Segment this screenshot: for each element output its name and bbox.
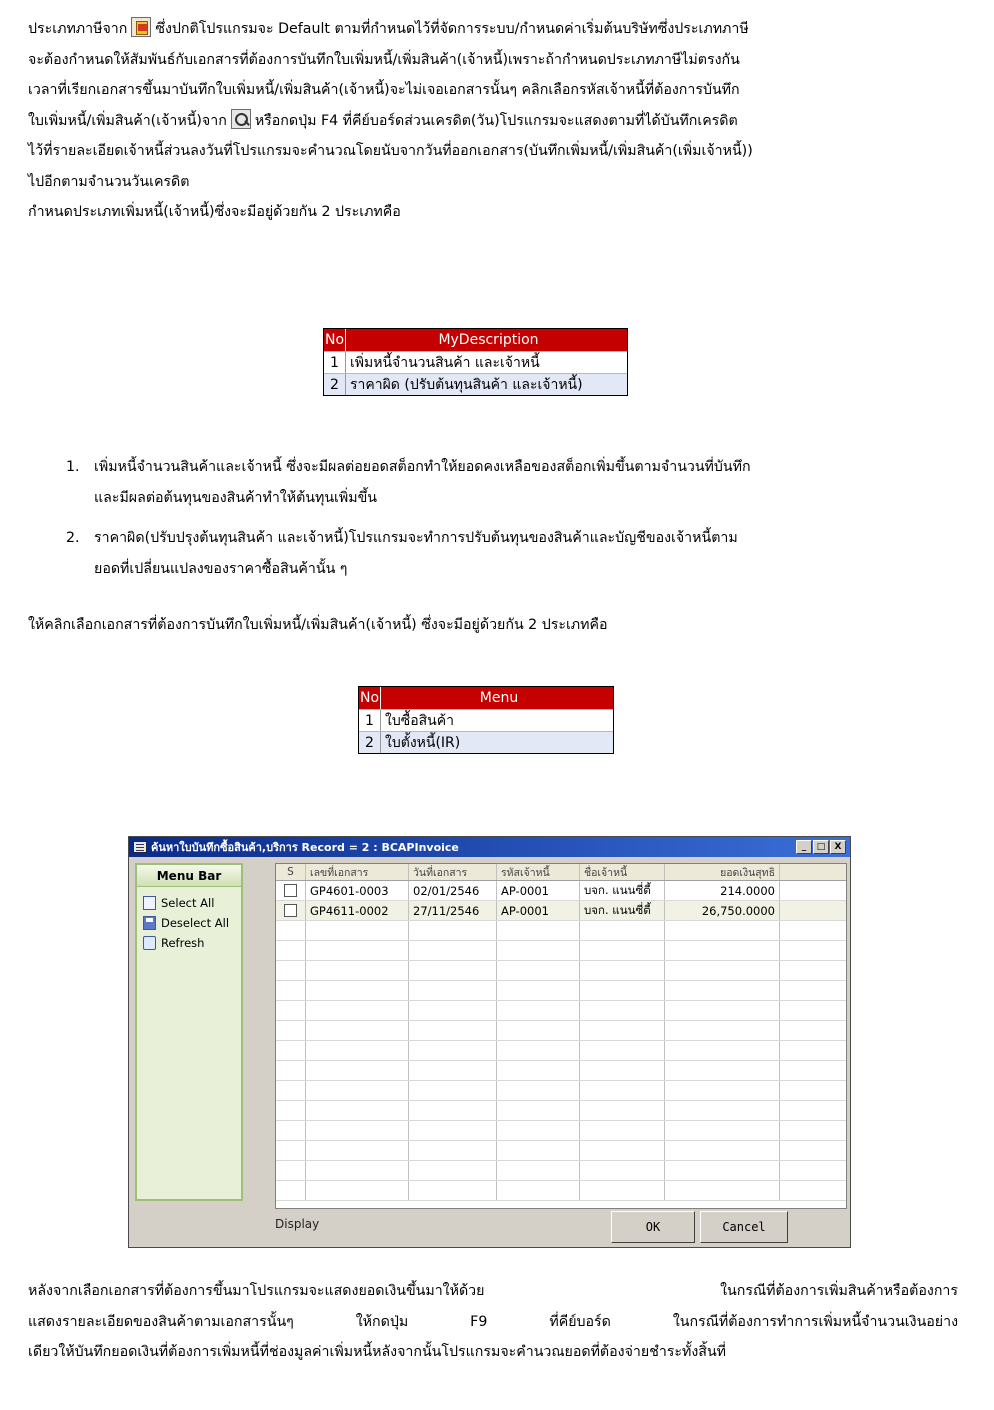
- col-no: No: [324, 329, 346, 351]
- status-text: Display: [275, 1217, 320, 1231]
- outro-paragraph: หลังจากเลือกเอกสารที่ต้องการขึ้นมาโปรแกรมจะแสดงยอดเงินขึ้นมาให้ด้วย ในกรณีที่ต้องการเพิ่มสินค้าหรือต้องการ แสดงรายละเอียดของสินค้าตามเอกสารนั้นๆ ให้กดปุ่ม F9 ที่คีย์บอร์ด ในกรณีที่ต้องการทำการเพิ่มหนี้จำนวนเงินอย่าง เดียวให้บันทึกยอดเงินที่ต้องการเพิ่มหนี้ที่ช่องมูลค่าเพิ่มหนี้หลังจากนั้นโปรแกรมจะคำนวณยอดที่ต้องจ่ายชำระทั้งสิ้นที่: [28, 1283, 958, 1360]
- empty-table-row: [276, 1141, 846, 1161]
- col-select[interactable]: S: [276, 864, 306, 880]
- cancel-button[interactable]: Cancel: [700, 1211, 788, 1243]
- window-title: ค้นหาใบบันทึกซื้อสินค้า,บริการ Record = 2 : BCAPInvoice: [151, 841, 459, 854]
- intro-line-2: จะต้องกำหนดให้สัมพันธ์กับเอกสารที่ต้องการบันทึกใบเพิ่มหนี้/เพิ่มสินค้า(เจ้าหนี้)เพราะถ้ากำหนดประเภทภาษีไม่ตรงกัน: [28, 51, 740, 68]
- table-row[interactable]: GP4601-0003 02/01/2546 AP-0001 บจก. แนนซี่ตี้ 214.0000: [276, 881, 846, 901]
- grid-header: [276, 864, 846, 881]
- col-description: MyDescription: [438, 332, 539, 348]
- col-doc-date[interactable]: วันที่เอกสาร: [409, 864, 497, 880]
- col-doc-no[interactable]: เลขที่เอกสาร: [306, 864, 409, 880]
- list-item: 2. ราคาผิด(ปรับปรุงต้นทุนสินค้า และเจ้าหนี้)โปรแกรมจะทำการปรับต้นทุนของสินค้าและบัญชีของเจ้าหนี้ตาม ยอดที่เปลี่ยนแปลงของราคาซื้อสินค้านั้น ๆ: [66, 530, 738, 577]
- empty-table-row: [276, 941, 846, 961]
- document-menu-table-header: [359, 687, 613, 709]
- select-doc-paragraph: ให้คลิกเลือกเอกสารที่ต้องการบันทึกใบเพิ่มหนี้/เพิ่มสินค้า(เจ้าหนี้) ซึ่งจะมีอยู่ด้วยกัน 2 ประเภทคือ: [28, 617, 608, 633]
- debit-type-row[interactable]: 2 ราคาผิด (ปรับต้นทุนสินค้า และเจ้าหนี้): [324, 373, 627, 395]
- empty-table-row: [276, 1181, 846, 1201]
- empty-table-row: [276, 1041, 846, 1061]
- invoice-search-window: [128, 836, 851, 1248]
- row-checkbox[interactable]: [284, 904, 297, 917]
- invoice-grid: [275, 863, 847, 1209]
- empty-table-row: [276, 1121, 846, 1141]
- close-button[interactable]: X: [830, 840, 846, 854]
- list-item: 1. เพิ่มหนี้จำนวนสินค้าและเจ้าหนี้ ซึ่งจะมีผลต่อยอดสต็อกทำให้ยอดคงเหลือของสต็อกเพิ่มขึ้นตามจำนวนที่บันทึก และมีผลต่อต้นทุนของสินค้าทำให้ต้นทุนเพิ่มขึ้น: [66, 459, 751, 506]
- intro-paragraph: [28, 14, 958, 228]
- table-row[interactable]: GP4611-0002 27/11/2546 AP-0001 บจก. แนนซี่ตี้ 26,750.0000: [276, 901, 846, 921]
- empty-table-row: [276, 921, 846, 941]
- intro-line-4: ใบเพิ่มหนี้/เพิ่มสินค้า(เจ้าหนี้)จาก หรือกดปุ่ม F4 ที่คีย์บอร์ดส่วนเครดิต(วัน)โปรแกรมจะแสดงตามที่ได้บันทึกเครดิต: [28, 106, 958, 137]
- minimize-button[interactable]: _: [796, 840, 812, 854]
- col-menu: Menu: [479, 690, 519, 706]
- empty-table-row: [276, 1001, 846, 1021]
- tax-type-icon: [131, 17, 151, 37]
- window-controls: [796, 840, 846, 854]
- search-icon: [231, 109, 251, 129]
- debit-type-table: [323, 328, 628, 396]
- empty-table-row: [276, 961, 846, 981]
- intro-line-6: ไปอีกตามจำนวนวันเครดิต: [28, 173, 190, 190]
- debit-type-row[interactable]: 1 เพิ่มหนี้จำนวนสินค้า และเจ้าหนี้: [324, 351, 627, 373]
- save-icon: [143, 916, 156, 930]
- maximize-button[interactable]: □: [813, 840, 829, 854]
- empty-table-row: [276, 1061, 846, 1081]
- window-titlebar[interactable]: [129, 837, 850, 857]
- col-no: No: [359, 687, 381, 709]
- deselect-all-button[interactable]: Deselect All: [137, 913, 241, 933]
- ok-button[interactable]: OK: [611, 1211, 695, 1243]
- menu-bar-panel: [135, 863, 243, 1201]
- document-icon: [143, 896, 156, 910]
- empty-table-row: [276, 981, 846, 1001]
- refresh-button[interactable]: Refresh: [137, 933, 241, 953]
- menu-bar-title: Menu Bar: [137, 865, 241, 887]
- document-menu-table: [358, 686, 614, 754]
- empty-table-row: [276, 1081, 846, 1101]
- window-grid-icon: [133, 841, 147, 853]
- empty-table-row: [276, 1101, 846, 1121]
- col-net-amount[interactable]: ยอดเงินสุทธิ: [665, 864, 780, 880]
- debit-type-table-header: [324, 329, 627, 351]
- empty-table-row: [276, 1021, 846, 1041]
- intro-line-7: กำหนดประเภทเพิ่มหนี้(เจ้าหนี้)ซึ่งจะมีอยู่ด้วยกัน 2 ประเภทคือ: [28, 204, 401, 220]
- select-all-button[interactable]: Select All: [137, 893, 241, 913]
- empty-rows: [276, 921, 846, 1201]
- col-creditor-name[interactable]: ชื่อเจ้าหนี้: [580, 864, 665, 880]
- row-checkbox[interactable]: [284, 884, 297, 897]
- intro-line-1: ประเภทภาษีจาก ซึ่งปกติโปรแกรมจะ Default ตามที่กำหนดไว้ที่จัดการระบบ/กำหนดค่าเริ่มต้นบริษัทซึ่งประเภทภาษี: [28, 14, 958, 45]
- debit-type-explanations: [66, 452, 946, 584]
- intro-line-3: เวลาที่เรียกเอกสารขึ้นมาบันทึกใบเพิ่มหนี้/เพิ่มสินค้า(เจ้าหนี้)จะไม่เจอเอกสารนั้นๆ คลิกเลือกรหัสเจ้าหนี้ที่ต้องการบันทึก: [28, 82, 740, 98]
- empty-table-row: [276, 1161, 846, 1181]
- menu-row-purchase[interactable]: 1 ใบซื้อสินค้า: [359, 709, 613, 731]
- intro-line-5: ไว้ที่รายละเอียดเจ้าหนี้ส่วนลงวันที่โปรแกรมจะคำนวณโดยนับจากวันที่ออกเอกสาร(บันทึกเพิ่มหนี้/เพิ่มสินค้า(เพิ่มเจ้าหนี้)): [28, 143, 753, 159]
- col-creditor-code[interactable]: รหัสเจ้าหนี้: [497, 864, 580, 880]
- menu-row-ir[interactable]: 2 ใบตั้งหนี้(IR): [359, 731, 613, 753]
- refresh-icon: [143, 936, 156, 950]
